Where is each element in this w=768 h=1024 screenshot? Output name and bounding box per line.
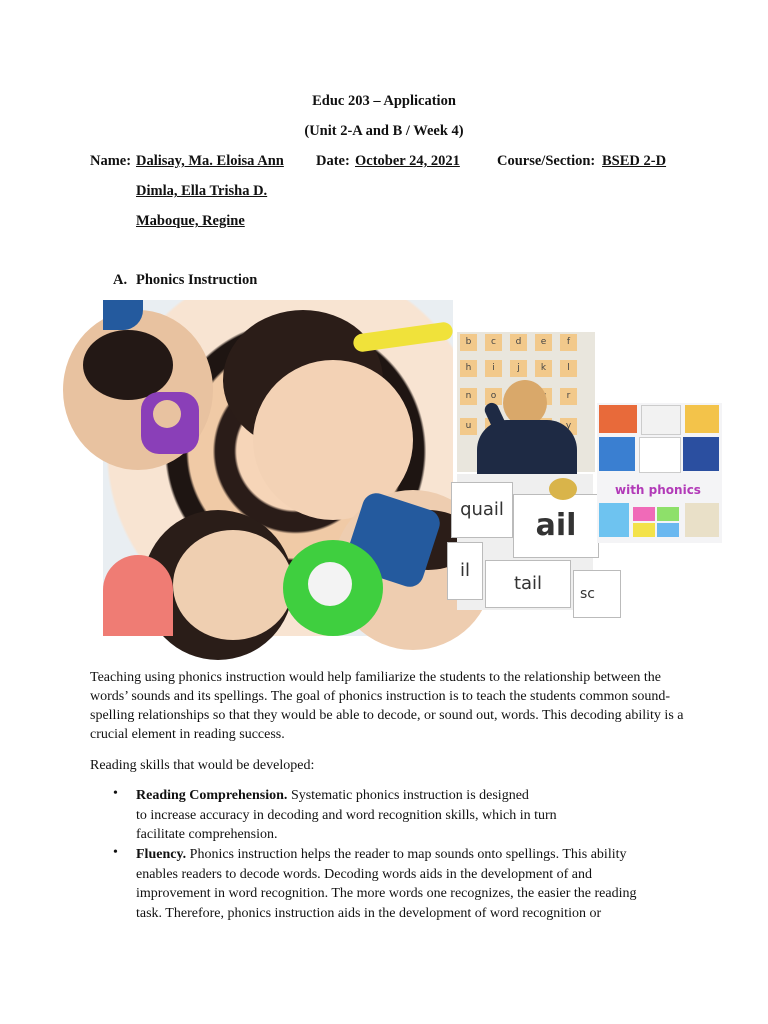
word-card: quail [451,482,513,538]
bullet-reading-comprehension [136,786,681,845]
bullet-line: Systematic phonics instruction is designed [290,788,529,803]
letter-tile: y [560,418,577,435]
phonics-activities-collage [597,403,722,543]
course-value: BSED 2-D [602,153,667,169]
word-card: il [447,542,483,600]
bullet-icon: • [113,845,118,860]
bullet-fluency [136,845,681,923]
section-marker: A. [113,272,128,288]
bullet-heading: Fluency. [136,847,187,862]
letter-tile: f [560,334,577,351]
bullet-heading: Reading Comprehension. [136,788,288,803]
letter-board-photo [457,332,595,472]
student-name-2: Dimla, Ella Trisha D. [136,183,268,199]
letter-tile: i [485,360,502,377]
bullet-line: facilitate comprehension. [136,827,278,842]
name-label: Name: [90,153,132,169]
skills-intro: Reading skills that would be developed: [90,758,315,773]
letter-tile: c [485,334,502,351]
intro-paragraph: Teaching using phonics instruction would help familiarize the students to the relationship between the words’ sounds and its spellings. The goal of phonics instruction is to teach the students common sound-spelling relationships so that they would be able to decode, or sound out, words. This decoding ability is a crucial element in reading success. [90,670,684,742]
letter-tile: e [535,334,552,351]
student-name-3: Maboque, Regine [136,213,245,229]
section-title: Phonics Instruction [136,272,258,288]
date-label: Date: [316,153,350,169]
snail-icon [549,478,577,500]
bullet-line: improvement in word recognition. The more words one recognizes, the easier the reading [136,886,637,901]
bullet-icon: • [113,786,118,801]
document-subtitle: (Unit 2-A and B / Week 4) [304,123,464,139]
bullet-line: enables readers to decode words. Decoding words aids in the development of and [136,866,593,882]
document-title: Educ 203 – Application [312,93,456,109]
letter-tile: b [460,334,477,351]
letter-tile: h [460,360,477,377]
letter-tile: u [460,418,477,435]
bullet-line: to increase accuracy in decoding and word recognition skills, which in turn [136,807,557,823]
word-card: sc [573,570,621,618]
letter-tile: r [560,388,577,405]
date-value: October 24, 2021 [355,153,460,169]
letter-tile: k [535,360,552,377]
phonics-cards-photo [457,474,593,610]
word-card: ail [513,494,599,558]
collage-caption: with phonics [615,483,701,497]
bullet-line: Phonics instruction helps the reader to map sounds onto spellings. This ability [189,847,627,862]
student-name-1: Dalisay, Ma. Eloisa Ann [136,153,284,169]
children-letters-photo [103,300,453,636]
bullet-line: task. Therefore, phonics instruction aids in the development of word recognition or [136,905,602,921]
letter-tile: d [510,334,527,351]
course-label: Course/Section: [497,153,596,169]
letter-tile: l [560,360,577,377]
letter-tile: n [460,388,477,405]
letter-tile: j [510,360,527,377]
word-card: tail [485,560,571,608]
letter-tile: o [485,388,502,405]
